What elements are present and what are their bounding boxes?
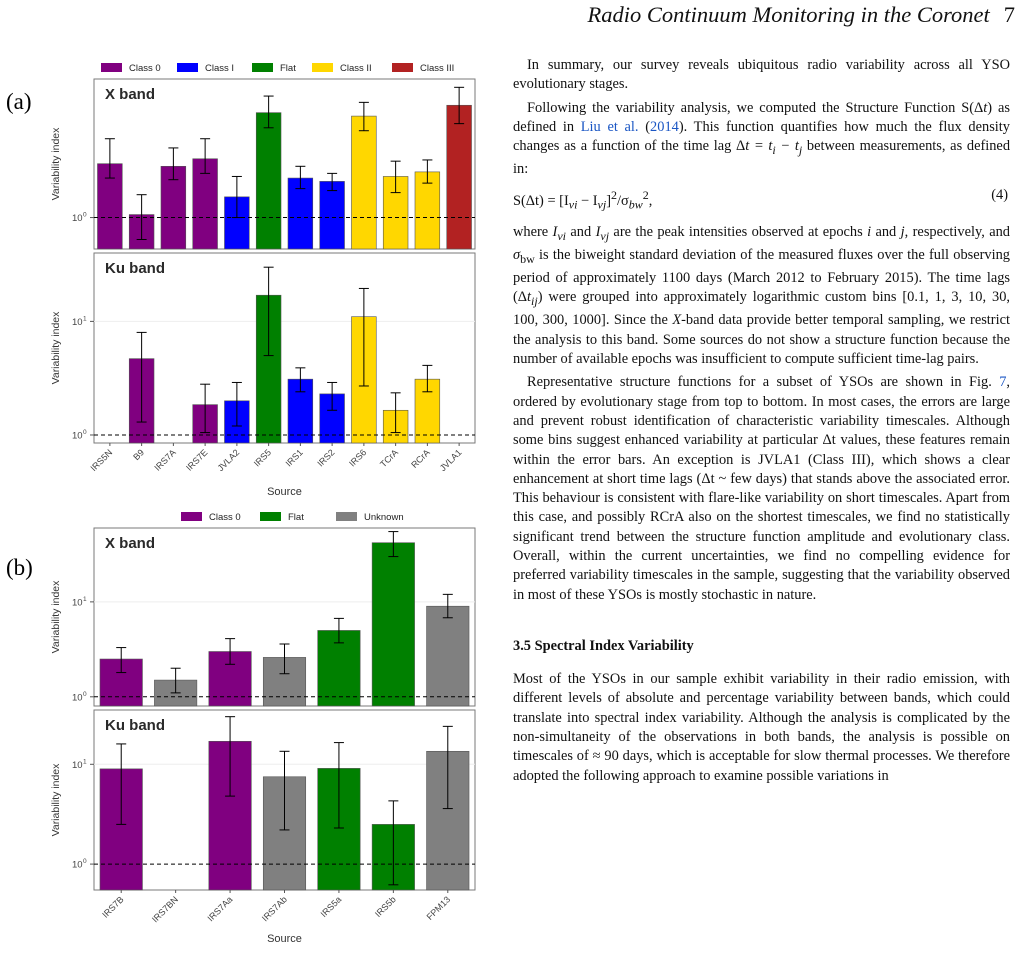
x-axis-label: Source bbox=[267, 486, 302, 498]
y-tick-label: 10 bbox=[72, 213, 83, 225]
paragraph-where: where $I_{\nu i}$ and $I_{\nu j}$ are the peak intensities observed at epochs i and j, respectively, and $\sigma_{bw}$ is the biweight standard deviation of the measured fluxes over the full observing period of approximately 1100 days (March 2012 to February 2015). The time lags $(\Delta t_{ij})$ were grouped into approximately logarithmic custom bins [0.1, 1, 3, 10, 30, 100, 300, 1000]. Since the X-band data provide better temporal sampling, we restrict the analysis to this band. Some sources do not show a structure function because the number of available epochs was insufficient to compute sufficient time-lag pairs. bbox=[513, 223, 1010, 368]
legend-panel-b bbox=[181, 512, 404, 523]
legend-label: Class 0 bbox=[209, 512, 241, 523]
x-tick-label-IRS7A: IRS7A bbox=[152, 447, 178, 473]
chart-2 bbox=[50, 253, 475, 498]
citation-liu-link[interactable]: Liu et al. bbox=[580, 118, 639, 135]
x-tick-label-IRS7BN: IRS7BN bbox=[149, 894, 181, 925]
y-tick-exponent: 0 bbox=[83, 858, 87, 866]
paragraph-representative: Representative structure functions for a subset of YSOs are shown in Fig. 7, ordered by evolutionary stage from top to bottom. In most cases, the errors are large and prevent robust identification of characteristic variability timescales. Although some bins suggest enhanced variability at particular Δt values, these features remain within the error bars. An exception is JVLA1 (Class III), which shows a clear enhancement at short time lags (Δt ~ few days) that stands above the associated error. This behaviour is consistent with flare-like variability on short timescales. Apart from this case, and possibly RCrA also on the shortest timescales, we find no statistically significant trend between the structure function amplitude and evolutionary class. Overall, within the current uncertainties, we find no compelling evidence for preferred variability timescales in the sample, suggesting that the variability observed in most of these YSOs is mostly stochastic in nature. bbox=[513, 374, 1010, 603]
equation-number: (4) bbox=[991, 186, 1008, 203]
x-tick-label-IRS5: IRS5 bbox=[251, 447, 274, 469]
x-tick-label-TCrA: TCrA bbox=[378, 447, 401, 470]
page-number: 7 bbox=[1003, 2, 1015, 27]
panel-a-label: (a) bbox=[6, 89, 32, 114]
y-tick-exponent: 1 bbox=[83, 758, 87, 766]
legend-swatch bbox=[101, 63, 122, 72]
bar-IRS6 bbox=[351, 116, 376, 249]
chart-title: X band bbox=[105, 86, 156, 103]
y-tick-exponent: 0 bbox=[83, 690, 87, 698]
legend-swatch bbox=[260, 512, 281, 521]
panel-b-label: (b) bbox=[6, 555, 33, 580]
x-tick-label-JVLA1: JVLA1 bbox=[437, 447, 464, 474]
legend-swatch bbox=[336, 512, 357, 521]
x-tick-label-IRS5b: IRS5b bbox=[373, 894, 398, 920]
chart-3 bbox=[50, 528, 475, 706]
y-tick-exponent: 0 bbox=[83, 428, 87, 436]
section-heading: 3.5 Spectral Index Variability bbox=[513, 637, 694, 654]
figure-svg bbox=[0, 0, 505, 965]
y-axis-label: Variability index bbox=[50, 763, 62, 837]
chart-title: Ku band bbox=[105, 717, 165, 734]
legend-swatch bbox=[252, 63, 273, 72]
x-tick-label-JVLA2: JVLA2 bbox=[215, 447, 242, 474]
y-tick-label: 10 bbox=[72, 859, 83, 871]
legend-swatch bbox=[181, 512, 202, 521]
running-title bbox=[530, 2, 1015, 28]
x-tick-label-IRS6: IRS6 bbox=[347, 447, 369, 469]
bar-JVLA1 bbox=[447, 105, 472, 249]
x-tick-label-RCrA: RCrA bbox=[409, 447, 432, 470]
y-tick-label: 10 bbox=[72, 430, 83, 442]
x-tick-label-IRS7E: IRS7E bbox=[184, 447, 210, 473]
y-tick-label: 10 bbox=[72, 759, 83, 771]
equation-body: $S(\Delta t) = [I_{\nu i} - I_{\nu j}]^2/\sigma_{bw}^2$, bbox=[513, 187, 653, 212]
legend-swatch bbox=[177, 63, 198, 72]
bar-IRS2 bbox=[320, 181, 345, 249]
equation-4 bbox=[513, 186, 1010, 215]
bar-IRS5b bbox=[372, 543, 414, 706]
y-tick-label: 10 bbox=[72, 692, 83, 704]
x-tick-label-IRS1: IRS1 bbox=[283, 447, 305, 469]
legend-label: Flat bbox=[288, 512, 304, 523]
paragraph-summary: In summary, our survey reveals ubiquitous radio variability across all YSO evolutionary stages. bbox=[513, 57, 1010, 93]
x-tick-label-IRS7Ab: IRS7Ab bbox=[259, 894, 289, 924]
chart-title: Ku band bbox=[105, 260, 165, 277]
legend-panel-a bbox=[101, 63, 454, 74]
y-axis-label: Variability index bbox=[50, 311, 62, 385]
legend-label: Class I bbox=[205, 63, 235, 74]
text-column bbox=[513, 56, 1010, 790]
bar-IRS5 bbox=[256, 113, 281, 249]
y-axis-label: Variability index bbox=[50, 580, 62, 654]
legend-label: Class III bbox=[420, 63, 455, 74]
legend-swatch bbox=[312, 63, 333, 72]
citation-year-link[interactable]: 2014 bbox=[650, 118, 679, 135]
y-tick-label: 10 bbox=[72, 597, 83, 609]
legend-label: Unknown bbox=[364, 512, 404, 523]
x-tick-label-IRS5N: IRS5N bbox=[88, 447, 115, 474]
running-title-text: Radio Continuum Monitoring in the Coronet bbox=[587, 2, 990, 27]
y-tick-exponent: 1 bbox=[83, 595, 87, 603]
x-axis-label: Source bbox=[267, 933, 302, 945]
y-tick-exponent: 0 bbox=[83, 211, 87, 219]
y-tick-exponent: 1 bbox=[83, 315, 87, 323]
x-tick-label-IRS2: IRS2 bbox=[315, 447, 337, 469]
y-axis-label: Variability index bbox=[50, 127, 62, 201]
x-tick-label-IRS7B: IRS7B bbox=[100, 894, 126, 920]
legend-label: Class II bbox=[340, 63, 372, 74]
paragraph-structure-function: Following the variability analysis, we computed the Structure Function S(Δt) as defined in Liu et al. (2014). This function quantifies how much the flux density changes as a function of the time lag $\Delta t = t_i - t_j$ between measurements, as defined in: bbox=[513, 99, 1011, 178]
legend-swatch bbox=[392, 63, 413, 72]
legend-label: Class 0 bbox=[129, 63, 161, 74]
chart-title: X band bbox=[105, 535, 156, 552]
x-tick-label-IRS7Aa: IRS7Aa bbox=[205, 894, 235, 924]
legend-label: Flat bbox=[280, 63, 296, 74]
paragraph-spectral: Most of the YSOs in our sample exhibit variability in their radio emission, with different levels of absolute and percentage variability between bands, which could translate into spectral index variability. Although the analysis is complicated by the non-simultaneity of the observations in both bands, the analysis is possible on timescales of ≈ 90 days, which is acceptable for slow thermal processes. We therefore adopted the following approach to examine possible variations in bbox=[513, 671, 1010, 784]
figure-reference-link[interactable]: 7 bbox=[999, 374, 1007, 391]
y-tick-label: 10 bbox=[72, 316, 83, 328]
chart-4 bbox=[50, 710, 475, 945]
x-tick-label-FPM13: FPM13 bbox=[424, 894, 453, 922]
chart-1 bbox=[50, 79, 475, 249]
x-tick-label-B9: B9 bbox=[131, 447, 147, 463]
bar-FPM13 bbox=[427, 606, 469, 706]
x-tick-label-IRS5a: IRS5a bbox=[318, 894, 344, 920]
